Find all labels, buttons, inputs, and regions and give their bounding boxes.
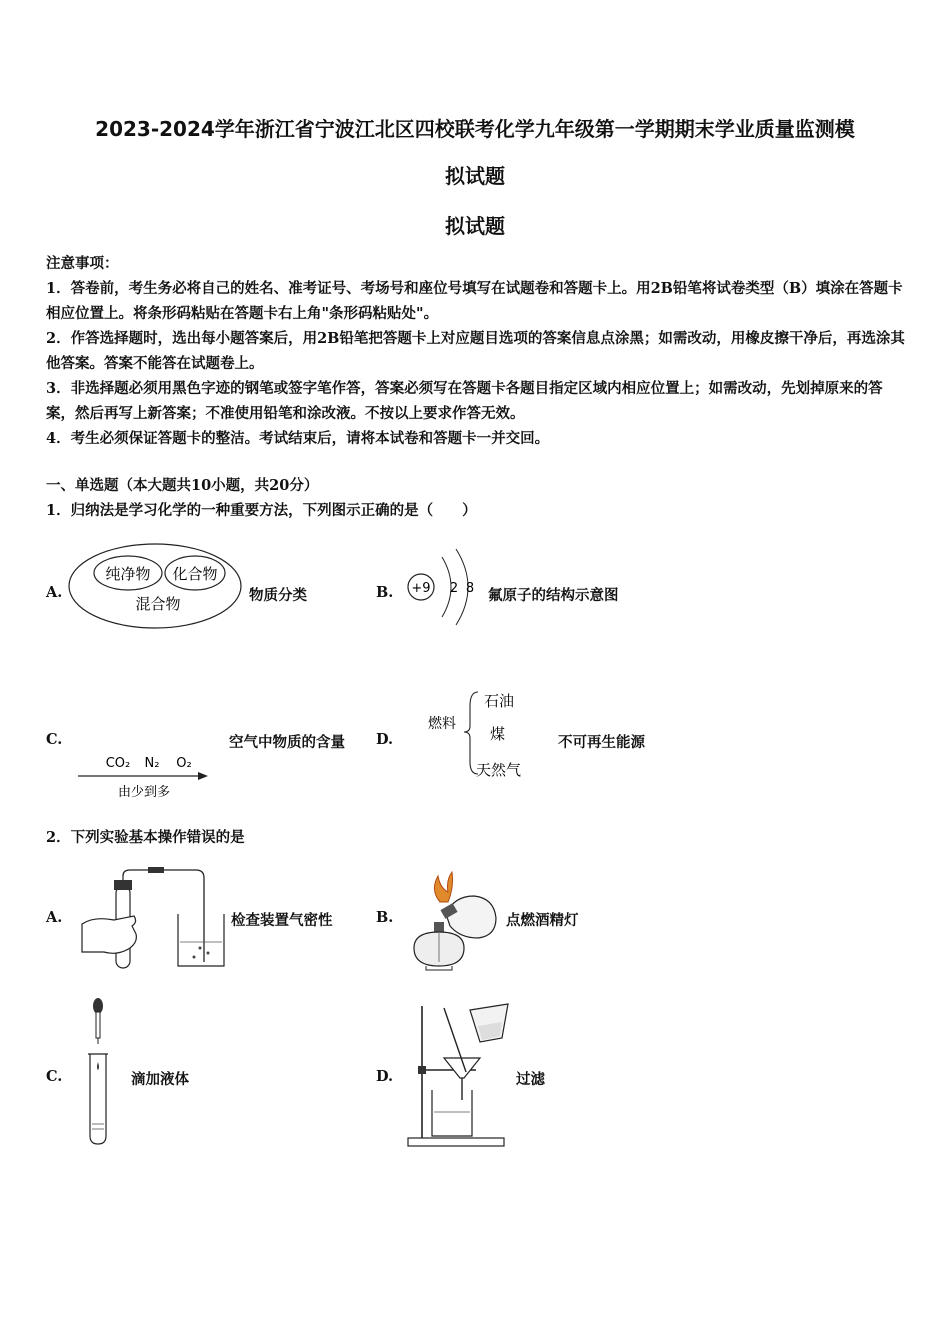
q1-b-nucleus: +9 bbox=[411, 581, 431, 596]
note-item: 2．作答选择题时，选出每小题答案后，用2B铅笔把答题卡上对应题目选项的答案信息点涂黑；如需改动，用橡皮擦干净后，再选涂其他答案。答案不能答在试题卷上。 bbox=[46, 330, 905, 372]
note-item: 1．答卷前，考生务必将自己的姓名、准考证号、考场号和座位号填写在试题卷和答题卡上。用2B铅笔将试卷类型（B）填涂在答题卡相应位置上。将条形码粘贴在答题卡右上角"条形码粘贴处"。 bbox=[46, 280, 903, 322]
q2-option-a-caption: 检查装置气密性 bbox=[231, 912, 333, 929]
q1-d-root: 燃料 bbox=[428, 716, 456, 732]
exam-title-line3: 拟试题 bbox=[445, 214, 505, 238]
q2-option-b-label: B. bbox=[376, 909, 394, 926]
q1-b-atom-structure-diagram bbox=[404, 545, 484, 625]
q1-d-fuel-diagram bbox=[424, 686, 544, 782]
q1-option-a-label: A. bbox=[46, 584, 63, 601]
q1-option-b-label: B. bbox=[376, 584, 394, 601]
note-item: 3．非选择题必须用黑色字迹的钢笔或签字笔作答，答案必须写在答题卡各题目指定区域内相应位置上；如需改动，先划掉原来的答案，然后再写上新答案；不准使用铅笔和涂改液。不按以上要求作答无效。 bbox=[46, 380, 883, 422]
q1-b-shell-2: 8 bbox=[465, 581, 475, 596]
notes-block bbox=[46, 251, 906, 451]
q2-a-airtightness-illustration bbox=[78, 862, 228, 972]
q1-option-c-caption: 空气中物质的含量 bbox=[229, 734, 345, 751]
q2-c-dropper-illustration bbox=[84, 996, 114, 1146]
q1-option-b-caption: 氟原子的结构示意图 bbox=[488, 587, 619, 604]
q2-option-c-label: C. bbox=[46, 1068, 63, 1085]
q2-d-filtration-illustration bbox=[404, 1000, 524, 1150]
question-1-stem: 1．归纳法是学习化学的一种重要方法，下列图示正确的是（ ） bbox=[46, 502, 477, 519]
exam-title-line1: 2023-2024学年浙江省宁波江北区四校联考化学九年级第一学期期末学业质量监测模 bbox=[95, 117, 855, 141]
question-2-stem: 2．下列实验基本操作错误的是 bbox=[46, 829, 245, 846]
q1-b-shell-1: 2 bbox=[449, 581, 459, 596]
notes-heading: 注意事项： bbox=[46, 255, 119, 272]
q1-option-c-label: C. bbox=[46, 731, 63, 748]
q1-c-o2: O₂ bbox=[176, 756, 192, 771]
q2-b-alcohol-lamp-illustration bbox=[404, 866, 500, 974]
q1-option-a-caption: 物质分类 bbox=[249, 587, 307, 604]
q1-d-branch-3: 天然气 bbox=[476, 761, 522, 779]
q1-d-branch-1: 石油 bbox=[484, 692, 515, 710]
q2-option-a-label: A. bbox=[46, 909, 63, 926]
q1-option-d-caption: 不可再生能源 bbox=[558, 734, 645, 751]
q1-a-classification-diagram bbox=[66, 540, 246, 632]
q2-option-d-caption: 过滤 bbox=[516, 1071, 545, 1088]
q1-c-co2: CO₂ bbox=[105, 756, 131, 771]
q2-option-b-caption: 点燃酒精灯 bbox=[506, 912, 579, 929]
q1-d-branch-2: 煤 bbox=[490, 725, 506, 743]
q1-a-set-2: 化合物 bbox=[172, 565, 218, 583]
q2-option-d-label: D. bbox=[376, 1068, 394, 1085]
q1-c-arrow-label: 由少到多 bbox=[117, 785, 171, 800]
q1-a-set-1: 纯净物 bbox=[105, 565, 151, 583]
exam-title-line2: 拟试题 bbox=[445, 164, 505, 188]
q1-c-n2: N₂ bbox=[144, 756, 160, 771]
section-heading: 一、单选题（本大题共10小题，共20分） bbox=[46, 477, 319, 494]
q1-a-set-3: 混合物 bbox=[135, 595, 181, 613]
q1-option-d-label: D. bbox=[376, 731, 394, 748]
q2-option-c-caption: 滴加液体 bbox=[131, 1071, 189, 1088]
note-item: 4．考生必须保证答题卡的整洁。考试结束后，请将本试卷和答题卡一并交回。 bbox=[46, 430, 550, 447]
q1-c-air-content-diagram bbox=[74, 750, 214, 800]
